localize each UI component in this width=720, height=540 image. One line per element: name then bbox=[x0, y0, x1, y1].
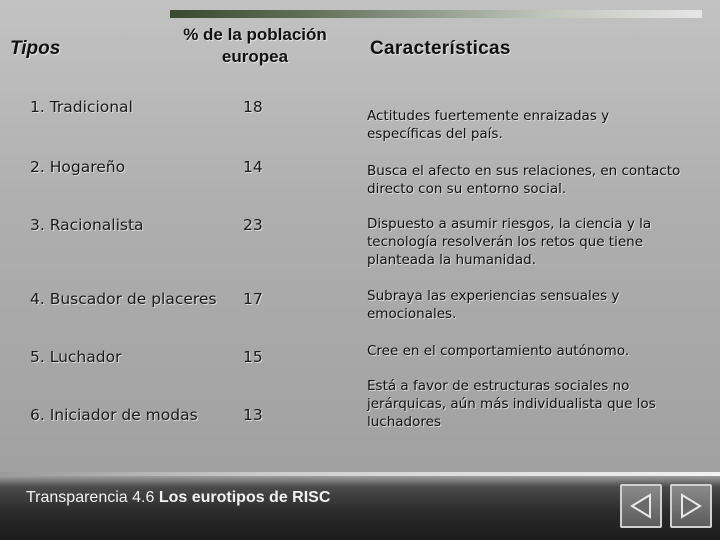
row-5-type: 5. Luchador bbox=[30, 348, 122, 366]
row-6-type: 6. Iniciador de modas bbox=[30, 406, 198, 424]
row-3-percent: 23 bbox=[243, 216, 263, 234]
row-2-percent: 14 bbox=[243, 158, 263, 176]
row-6-desc: Está a favor de estructuras sociales no jerárquicas, aún más individualista que los luchadores bbox=[367, 378, 656, 430]
triangle-left-icon bbox=[628, 492, 654, 520]
top-accent-bar bbox=[170, 10, 702, 18]
row-1-percent: 18 bbox=[243, 98, 263, 116]
header-caracteristicas: Características bbox=[370, 38, 511, 59]
row-3-desc: Dispuesto a asumir riesgos, la ciencia y la tecnología resolverán los retos que tiene planteada la humanidad. bbox=[367, 216, 652, 268]
footer-accent-line bbox=[0, 472, 720, 476]
row-4-percent: 17 bbox=[243, 290, 263, 308]
row-5-desc: Cree en el comportamiento autónomo. bbox=[367, 343, 630, 359]
row-2-desc: Busca el afecto en sus relaciones, en contacto directo con su entorno social. bbox=[367, 163, 681, 197]
row-1-type: 1. Tradicional bbox=[30, 98, 133, 116]
row-5-percent: 15 bbox=[243, 348, 263, 366]
row-1-desc: Actitudes fuertemente enraizadas y específicas del país. bbox=[367, 108, 610, 142]
header-percent: % de la población europea bbox=[183, 25, 327, 66]
row-6-percent: 13 bbox=[243, 406, 263, 424]
row-4-desc: Subraya las experiencias sensuales y emocionales. bbox=[367, 288, 620, 322]
prev-slide-button[interactable] bbox=[620, 484, 662, 528]
footer-title: Los eurotipos de RISC bbox=[158, 489, 331, 506]
row-2-type: 2. Hogareño bbox=[30, 158, 126, 176]
footer-label: Transparencia 4.6 bbox=[26, 489, 155, 506]
row-3-type: 3. Racionalista bbox=[30, 216, 144, 234]
row-4-type: 4. Buscador de placeres bbox=[30, 290, 217, 308]
triangle-right-icon bbox=[678, 492, 704, 520]
header-tipos: Tipos bbox=[10, 38, 61, 59]
footer-caption bbox=[26, 489, 330, 507]
next-slide-button[interactable] bbox=[670, 484, 712, 528]
